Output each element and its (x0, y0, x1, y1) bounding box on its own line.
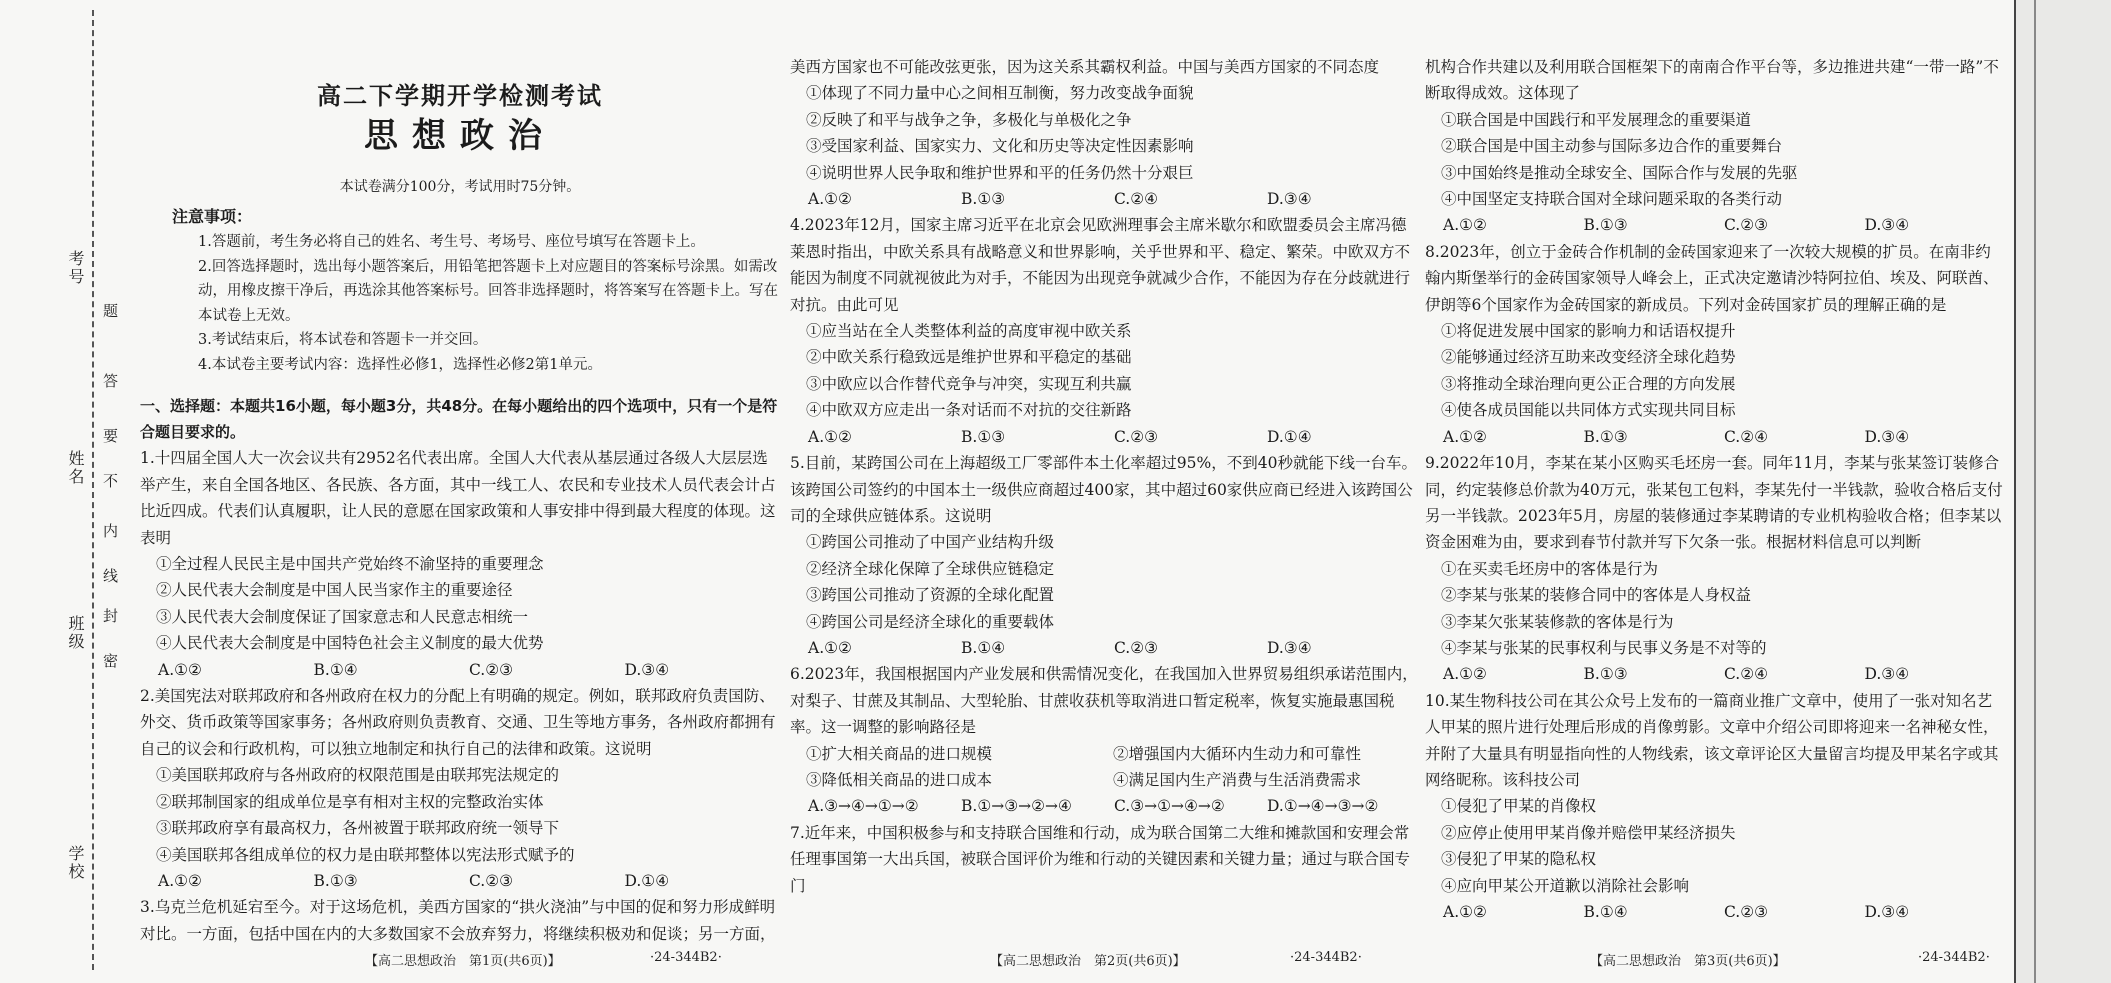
q1-option: ①全过程人民民主是中国共产党始终不渝坚持的重要理念 (156, 555, 544, 574)
q6-option: ②增强国内大循环内生动力和可靠性 (1113, 744, 1362, 763)
footer-code-2: ·24-344B2· (1290, 950, 1362, 965)
choice-c: C.③→①→④→② (1114, 797, 1225, 816)
q7-option: ③中国始终是推动全球安全、国际合作与发展的先驱 (1441, 163, 1798, 182)
footer-page-2: 【高二思想政治 第2页(共6页)】 (990, 954, 1186, 969)
question-5: 5.目前，某跨国公司在上海超级工厂零部件本土化率超过95%，不到40秒就能下线一台车。该跨国公司签约的中国本土一级供应商超过400家，其中超过60家供应商已经进入该跨国公司的全球供应链体系。这说明 (790, 454, 1417, 525)
exam-title: 高二下学期开学检测考试 (317, 81, 603, 110)
question-4: 4.2023年12月，国家主席习近平在北京会见欧洲理事会主席米歇尔和欧盟委员会主席冯德莱恩时指出，中欧关系具有战略意义和世界影响，关乎世界和平、稳定、繁荣。中欧双方不能因为制度不同就视彼此为对手，不能因为出现竞争就减少合作，不能因为存在分歧就进行对抗。由此可见 (790, 216, 1411, 314)
q10-option: ②应停止使用甲某肖像并赔偿甲某经济损失 (1441, 823, 1736, 842)
q3-choices (808, 186, 1420, 212)
choice-c: C.②③ (1114, 427, 1159, 446)
page-2-column (790, 54, 1420, 899)
question-7-continued: 机构合作共建以及利用联合国框架下的南南合作平台等，多边推进共建“一带一路”不断取得成效。这体现了 (1425, 58, 1999, 103)
choice-d: D.③④ (624, 660, 670, 679)
seal-char-3: 要 (103, 427, 119, 445)
choice-d: D.③④ (1864, 903, 1910, 921)
seal-char-8: 密 (103, 652, 119, 670)
choice-c: C.②③ (1114, 638, 1159, 657)
choice-c: C.②③ (469, 660, 514, 679)
choice-d: D.③④ (1267, 638, 1312, 657)
notice-item: 2.回答选择题时，选出每小题答案后，用铅笔把答题卡上对应题目的答案标号涂黑。如需改动，用橡皮擦干净后，再选涂其他答案标号。回答非选择题时，将答案写在答题卡上。写在本试卷上无效。 (198, 258, 778, 324)
q8-option: ②能够通过经济互助来改变经济全球化趋势 (1441, 348, 1736, 367)
choice-b: B.①③ (313, 871, 358, 890)
choice-b: B.①③ (1583, 665, 1628, 684)
question-3: 3.乌克兰危机延宕至今。对于这场危机，美西方国家的“拱火浇油”与中国的促和努力形成鲜明对比。一方面，包括中国在内的大多数国家不会放弃努力，将继续积极劝和促谈；另一方面， (140, 898, 776, 943)
q4-option: ①应当站在全人类整体利益的高度审视中欧关系 (806, 322, 1132, 341)
choice-d: D.①→④→③→② (1267, 797, 1379, 816)
q7-choices (1443, 212, 2005, 238)
q8-option: ①将促进发展中国家的影响力和话语权提升 (1441, 322, 1736, 341)
scan-edge-line (2014, 0, 2016, 983)
side-label-class: 班级 (66, 615, 85, 651)
choice-d: D.③④ (1267, 190, 1312, 209)
q4-option: ③中欧应以合作替代竞争与冲突，实现互利共赢 (806, 374, 1132, 393)
choice-d: D.③④ (1864, 216, 1910, 235)
choice-a: A.①② (808, 190, 852, 209)
choice-c: C.②③ (1724, 903, 1769, 921)
question-9: 9.2022年10月，李某在某小区购买毛坯房一套。同年11月，李某与张某签订装修合同，约定装修总价款为40万元，张某包工包料，李某先付一半钱款，验收合格后支付另一半钱款。2023年5月，房屋的装修通过李某聘请的专业机构验收合格；但李某以资金困难为由，要求到春节付款并写下欠条一张。根据材料信息可以判断 (1425, 454, 2003, 552)
question-8: 8.2023年，创立于金砖合作机制的金砖国家迎来了一次较大规模的扩员。在南非约翰内斯堡举行的金砖国家领导人峰会上，正式决定邀请沙特阿拉伯、埃及、阿联酋、伊朗等6个国家作为金砖国家的新成员。下列对金砖国家扩员的理解正确的是 (1425, 242, 1999, 314)
question-2: 2.美国宪法对联邦政府和各州政府在权力的分配上有明确的规定。例如，联邦政府负责国防、外交、货币政策等国家事务；各州政府则负责教育、交通、卫生等地方事务，各州政府都拥有自己的议会和行政机构，可以独立地制定和执行自己的法律和政策。这说明 (140, 687, 776, 758)
q8-choices (1443, 424, 2005, 450)
choice-b: B.①→③→②→④ (961, 797, 1072, 816)
footer-page-3: 【高二思想政治 第3页(共6页)】 (1590, 954, 1786, 969)
choice-a: A.①② (808, 638, 852, 657)
q8-option: ④使各成员国能以共同体方式实现共同目标 (1441, 401, 1736, 420)
choice-b: B.①④ (313, 660, 358, 679)
footer-code-1: ·24-344B2· (650, 950, 722, 965)
notice-item: 1.答题前，考生务必将自己的姓名、考生号、考场号、座位号填写在答题卡上。 (198, 234, 705, 251)
q7-option: ①联合国是中国践行和平发展理念的重要渠道 (1441, 110, 1752, 129)
q9-option: ④李某与张某的民事权利与民事义务是不对等的 (1441, 638, 1767, 657)
choice-d: D.③④ (1864, 665, 1910, 684)
choice-c: C.②③ (469, 871, 514, 890)
q2-option: ③联邦政府享有最高权力，各州被置于联邦政府统一领导下 (156, 819, 560, 838)
q5-option: ②经济全球化保障了全球供应链稳定 (806, 559, 1055, 578)
footer-code-3: ·24-344B2· (1918, 950, 1990, 965)
choice-d: D.①④ (624, 871, 670, 890)
choice-d: D.③④ (1864, 427, 1910, 446)
seal-char-6: 线 (103, 567, 119, 585)
q1-choices (158, 657, 780, 683)
notice-list (198, 230, 780, 377)
q2-option: ②联邦制国家的组成单位是享有相对主权的完整政治实体 (156, 792, 544, 811)
q7-option: ②联合国是中国主动参与国际多边合作的重要舞台 (1441, 137, 1783, 156)
q6-options (806, 741, 1420, 794)
q9-option: ③李某欠张某装修款的客体是行为 (1441, 612, 1674, 631)
q4-option: ④中欧双方应走出一条对话而不对抗的交往新路 (806, 401, 1132, 420)
choice-a: A.③→④→①→② (808, 797, 919, 816)
choice-c: C.②④ (1724, 427, 1769, 446)
question-10: 10.某生物科技公司在其公众号上发布的一篇商业推广文章中，使用了一张对知名艺人甲某的照片进行处理后形成的肖像剪影。文章中介绍公司即将迎来一名神秘女性，并附了大量具有明显指向性的人物线索，该文章评论区大量留言均提及甲某名字或其网络昵称。该科技公司 (1425, 691, 1999, 789)
seal-char-7: 封 (103, 607, 119, 625)
q2-choices (158, 868, 780, 894)
side-label-school: 学校 (66, 845, 85, 881)
q6-option: ①扩大相关商品的进口规模 (806, 744, 993, 763)
side-label-name: 姓名 (66, 450, 85, 486)
choice-a: A.①② (1443, 216, 1487, 235)
choice-b: B.①③ (1583, 216, 1628, 235)
q3-option: ②反映了和平与战争之争，多极化与单极化之争 (806, 110, 1132, 129)
scan-edge-line-2 (2034, 0, 2036, 983)
choice-b: B.①③ (1583, 427, 1628, 446)
footer-page-1: 【高二思想政治 第1页(共6页)】 (365, 954, 561, 969)
q9-option: ②李某与张某的装修合同中的客体是人身权益 (1441, 586, 1752, 605)
q6-option: ④满足国内生产消费与生活消费需求 (1113, 770, 1362, 789)
notice-heading: 注意事项： (172, 207, 253, 226)
q2-option: ①美国联邦政府与各州政府的权限范围是由联邦宪法规定的 (156, 766, 560, 785)
q5-option: ③跨国公司推动了资源的全球化配置 (806, 586, 1055, 605)
notice-item: 4.本试卷主要考试内容：选择性必修1，选择性必修2第1单元。 (198, 356, 603, 373)
choice-a: A.①② (1443, 903, 1487, 921)
q6-option: ③降低相关商品的进口成本 (806, 770, 993, 789)
choice-a: A.①② (158, 871, 202, 890)
scan-edge (2016, 0, 2111, 983)
choice-c: C.②④ (1724, 665, 1769, 684)
side-label-exam-no: 考号 (66, 250, 85, 286)
choice-c: C.②④ (1114, 190, 1159, 209)
choice-a: A.①② (1443, 427, 1487, 446)
q3-option: ①体现了不同力量中心之间相互制衡，努力改变战争面貌 (806, 84, 1194, 103)
q4-option: ②中欧关系行稳致远是维护世界和平稳定的基础 (806, 348, 1132, 367)
section-heading: 一、选择题：本题共16小题，每小题3分，共48分。在每小题给出的四个选项中，只有一个是符合题目要求的。 (140, 397, 778, 442)
choice-b: B.①③ (961, 190, 1006, 209)
binding-dashed-line (92, 10, 94, 970)
q5-choices (808, 635, 1420, 661)
exam-meta: 本试卷满分100分，考试用时75分钟。 (339, 179, 581, 195)
q1-option: ④人民代表大会制度是中国特色社会主义制度的最大优势 (156, 634, 544, 653)
seal-char-5: 内 (103, 522, 119, 540)
choice-a: A.①② (808, 427, 852, 446)
q4-choices (808, 424, 1420, 450)
q10-option: ③侵犯了甲某的隐私权 (1441, 850, 1597, 869)
question-3-continued: 美西方国家也不可能改弦更张，因为这关系其霸权利益。中国与美西方国家的不同态度 (790, 58, 1380, 76)
q9-option: ①在买卖毛坯房中的客体是行为 (1441, 559, 1659, 578)
notice-item: 3.考试结束后，将本试卷和答题卡一并交回。 (198, 332, 488, 349)
q10-choices (1443, 899, 2005, 925)
choice-b: B.①④ (1583, 903, 1628, 921)
q8-option: ③将推动全球治理向更公正合理的方向发展 (1441, 374, 1736, 393)
seal-char-2: 答 (103, 372, 119, 390)
q6-choices (808, 793, 1420, 819)
q5-option: ④跨国公司是经济全球化的重要载体 (806, 612, 1055, 631)
q10-option: ④应向甲某公开道歉以消除社会影响 (1441, 876, 1690, 895)
question-1: 1.十四届全国人大一次会议共有2952名代表出席。全国人大代表从基层通过各级人大层层选举产生，来自全国各地区、各民族、各方面，其中一线工人、农民和专业技术人员代表会计占比近四成。代表们认真履职，让人民的意愿在国家政策和人事安排中得到最大程度的体现。这表明 (140, 449, 776, 547)
choice-d: D.①④ (1267, 427, 1312, 446)
q5-option: ①跨国公司推动了中国产业结构升级 (806, 533, 1055, 552)
q9-choices (1443, 661, 2005, 687)
page-1-column (140, 40, 780, 947)
seal-char-1: 题 (103, 302, 119, 320)
q3-option: ③受国家利益、国家实力、文化和历史等决定性因素影响 (806, 137, 1194, 156)
question-7: 7.近年来，中国积极参与和支持联合国维和行动，成为联合国第二大维和摊款国和安理会常任理事国第一大出兵国，被联合国评价为维和行动的关键因素和关键力量；通过与联合国专门 (790, 823, 1411, 895)
seal-char-4: 不 (103, 472, 119, 490)
choice-b: B.①④ (961, 638, 1006, 657)
choice-a: A.①② (1443, 665, 1487, 684)
choice-c: C.②③ (1724, 216, 1769, 235)
q10-option: ①侵犯了甲某的肖像权 (1441, 797, 1597, 816)
page-3-column (1425, 54, 2005, 925)
q7-option: ④中国坚定支持联合国对全球问题采取的各类行动 (1441, 190, 1783, 209)
choice-b: B.①③ (961, 427, 1006, 446)
q3-option: ④说明世界人民争取和维护世界和平的任务仍然十分艰巨 (806, 163, 1194, 182)
q1-option: ②人民代表大会制度是中国人民当家作主的重要途径 (156, 581, 513, 600)
exam-subject: 思想政治 (364, 116, 556, 156)
choice-a: A.①② (158, 660, 202, 679)
q1-option: ③人民代表大会制度保证了国家意志和人民意志相统一 (156, 607, 529, 626)
question-6: 6.2023年，我国根据国内产业发展和供需情况变化，在我国加入世界贸易组织承诺范围内，对梨子、甘蔗及其制品、大型轮胎、甘蔗收获机等取消进口暂定税率，恢复实施最惠国税率。这一调整的影响路径是 (790, 665, 1418, 737)
q2-option: ④美国联邦各组成单位的权力是由联邦整体以宪法形式赋予的 (156, 845, 575, 864)
